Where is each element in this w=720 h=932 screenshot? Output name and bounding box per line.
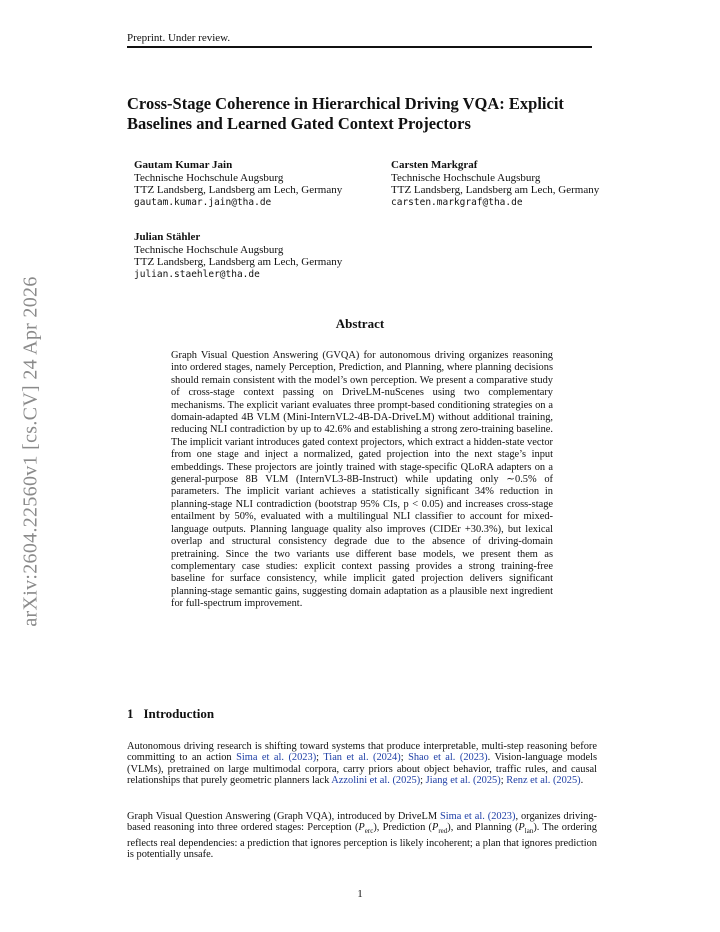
author-block-1	[134, 159, 342, 209]
separator: ;	[316, 752, 324, 764]
author-affiliation: Technische Hochschule Augsburg	[134, 171, 284, 184]
author-block-3	[134, 231, 342, 281]
author-affiliation: Technische Hochschule Augsburg	[134, 243, 284, 256]
citation-link[interactable]: Sima et al. (2023)	[440, 811, 516, 822]
citation-link[interactable]: Jiang et al. (2025)	[425, 775, 501, 787]
author-email: carsten.markgraf@tha.de	[391, 196, 523, 208]
author-email: gautam.kumar.jain@tha.de	[134, 196, 272, 208]
author-name: Carsten Markgraf	[391, 159, 478, 171]
section-number: 1	[127, 706, 134, 721]
running-header: Preprint. Under review.	[127, 32, 231, 44]
math-symbol: P	[518, 822, 525, 834]
paper-title: Cross-Stage Coherence in Hierarchical Driving VQA: Explicit Baselines and Learned Gated Context Projectors	[127, 94, 564, 133]
paragraph-text: ). The ordering reflects real dependencies: a prediction that ignores perception is likely incoherent; a plan that ignores prediction is potentially unsafe.	[127, 822, 598, 861]
arxiv-identifier: arXiv:2604.22560v1 [cs.CV] 24 Apr 2026	[19, 276, 42, 627]
intro-paragraph-2	[127, 811, 597, 861]
separator: ;	[400, 752, 409, 764]
math-subscript: lan	[524, 827, 534, 836]
math-symbol: P	[431, 822, 439, 834]
author-name: Gautam Kumar Jain	[134, 159, 233, 171]
paragraph-text: .	[580, 775, 584, 787]
author-affiliation: Technische Hochschule Augsburg	[391, 171, 541, 184]
abstract-text: Graph Visual Question Answering (GVQA) for autonomous driving organizes reasoning into ordered stages, namely Perception, Prediction, and Planning, where planning decisions should remain consistent with the model’s own perception. We present a comparative study of cross-stage context passing on DriveLM-nuScenes using two complementary mechanisms. The explicit variant evaluates three prompt-based conditioning strategies on a domain-adapted 4B VLM (Mini-InternVL2-4B-DA-DriveLM) without additional training, reducing NLI contradiction by up to 42.6% and establishing a strong zero-training baseline. The implicit variant introduces gated context projectors, which extract a hidden-state vector from one stage and inject a normalized, gated projection into the next stage’s input embeddings. These projectors are jointly trained with stage-specific QLoRA adapters on a general-purpose 8B VLM (InternVL3-8B-Instruct) while updating only ∼0.5% of parameters. The implicit variant achieves a statistically significant 34% reduction in planning-stage NLI contradiction (bootstrap 95% CIs, p < 0.05) and increases cross-stage entailment by 50%, evaluated with a multilingual NLI classifier to account for mixed-language outputs. Planning language quality also improves (CIDEr +30.3%), but lexical overlap and structural consistency degrade due to the absence of driving-domain pretraining. Since the two variants use different base models, we present them as complementary case studies: explicit context passing provides a strong training-free baseline for surface consistency, while implicit gated projection delivers significant planning-stage semantic gains, suggesting domain adaptation as a plausible next ingredient for full-spectrum improvement.	[171, 350, 553, 610]
separator: ;	[420, 775, 426, 787]
author-block-2	[391, 159, 599, 209]
math-symbol: P	[358, 822, 365, 834]
author-affiliation: TTZ Landsberg, Landsberg am Lech, Germany	[391, 184, 600, 196]
paragraph-text: ), and Planning (	[447, 822, 519, 834]
paragraph-text: Autonomous driving research is shifting toward systems that produce interpretable, multi-step reasoning before committing to an action	[127, 741, 597, 764]
intro-paragraph-1	[127, 741, 597, 787]
citation-link[interactable]: Renz et al. (2025)	[506, 775, 581, 787]
author-email: julian.staehler@tha.de	[134, 268, 260, 280]
citation-link[interactable]: Azzolini et al. (2025)	[331, 775, 421, 787]
citation-link[interactable]: Tian et al. (2024)	[323, 752, 401, 764]
math-subscript: erc	[364, 827, 374, 836]
page-number: 1	[357, 888, 363, 900]
citation-link[interactable]: Sima et al. (2023)	[236, 752, 317, 764]
paragraph-text: . Vision-language models (VLMs), pretrained on large multimodal corpora, carry priors about object behavior, traffic rules, and causal relationships that purely geometric planners lack	[127, 752, 597, 787]
section-title: Introduction	[143, 706, 215, 721]
citation-link[interactable]: Shao et al. (2023)	[408, 752, 488, 764]
math-subscript: red	[438, 827, 448, 836]
separator: ;	[500, 775, 507, 787]
abstract-heading: Abstract	[335, 316, 385, 331]
paragraph-text: ), Prediction (	[373, 822, 432, 834]
author-affiliation: TTZ Landsberg, Landsberg am Lech, Germany	[134, 256, 343, 268]
header-rule	[127, 46, 592, 48]
author-name: Julian Stähler	[134, 231, 201, 243]
section-heading	[127, 706, 214, 722]
author-affiliation: TTZ Landsberg, Landsberg am Lech, Germany	[134, 184, 343, 196]
paragraph-text: Graph Visual Question Answering (Graph VQA), introduced by DriveLM	[127, 811, 441, 822]
paragraph-text: , organizes driving-based reasoning into three ordered stages: Perception (	[127, 811, 597, 834]
